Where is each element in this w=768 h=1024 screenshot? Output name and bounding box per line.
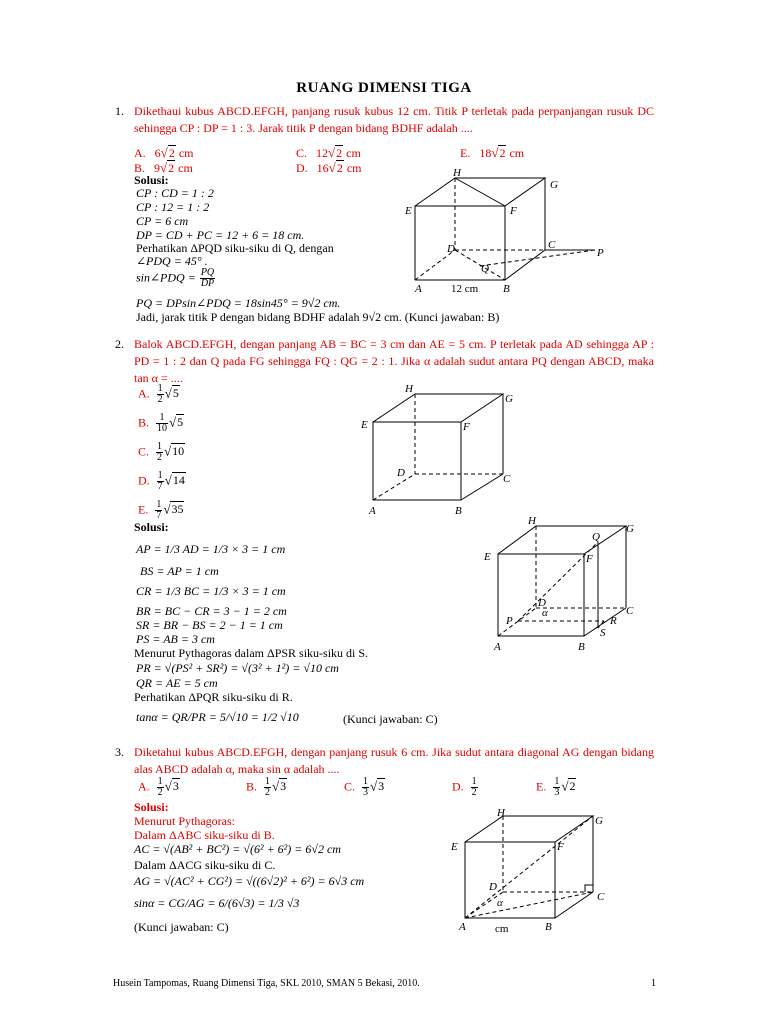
q3-cube-figure [445, 808, 625, 938]
q2-step-5: SR = BR − BS = 2 − 1 = 1 cm [136, 618, 283, 632]
q1-step-8: PQ = DPsin∠PDQ = 18sin45° = 9√2 cm. [136, 296, 341, 310]
svg-text:H: H [497, 808, 505, 819]
q2-step-2: BS = AP = 1 cm [140, 564, 219, 578]
q2-option-e: E. $\frac{1}{7}$ √35 [138, 499, 184, 521]
q3-step-1: Menurut Pythagoras: [134, 814, 235, 828]
q1-step-6: ∠PDQ = 45° . [136, 254, 208, 268]
q2-step-9: QR = AE = 5 cm [136, 676, 218, 690]
q1-fig-label-d: D [447, 243, 455, 255]
q3-step-5: AG = √(AC² + CG²) = √((6√2)² + 6²) = 6√3 cm [134, 874, 365, 888]
q2-step-7: Menurut Pythagoras dalam ΔPSR siku-siku di S. [134, 646, 369, 660]
q1-fig-label-q: Q [481, 263, 489, 275]
q1-fig-label-f: F [510, 205, 517, 217]
svg-text:B: B [578, 641, 585, 653]
q1-step-7: sin∠PDQ = $\frac{PQ}{DP}$ [136, 267, 215, 289]
svg-text:D: D [397, 467, 405, 479]
page-title: RUANG DIMENSI TIGA [296, 80, 472, 96]
svg-text:A: A [459, 921, 466, 933]
q3-option-a: A. $\frac{1}{2}$ √3 [138, 776, 179, 798]
q1-option-d: D. 16√2 cm [296, 160, 362, 175]
svg-text:B: B [545, 921, 552, 933]
q1-step-3: CP = 6 cm [136, 214, 189, 228]
q2-step-11: tanα = QR/PR = 5/√10 = 1/2 √10 [136, 710, 299, 724]
q3-step-4: Dalam ΔACG siku-siku di C. [134, 858, 276, 872]
q3-option-d: D. $\frac{1}{2}$ [452, 776, 477, 798]
q1-fig-label-e: E [405, 205, 412, 217]
svg-text:P: P [506, 615, 513, 627]
svg-text:C: C [503, 473, 511, 485]
q2-solution-figure [480, 514, 640, 654]
svg-text:D: D [538, 597, 546, 609]
q1-cube-figure [395, 168, 620, 298]
q2-step-6: PS = AB = 3 cm [136, 632, 215, 646]
svg-text:A: A [369, 505, 376, 517]
q1-fig-label-c: C [548, 239, 556, 251]
svg-text:α: α [542, 607, 548, 619]
q3-step-3: AC = √(AB² + BC²) = √(6² + 6²) = 6√2 cm [134, 842, 341, 856]
q3-solution-label: Solusi: [134, 800, 169, 814]
svg-text:E: E [451, 841, 458, 853]
q2-box-figure [355, 380, 525, 520]
q2-option-a: A. $\frac{1}{2}$ √5 [138, 383, 179, 405]
q3-option-e: E. $\frac{1}{3}$ √2 [536, 776, 576, 798]
q2-step-8: PR = √(PS² + SR²) = √(3² + 1²) = √10 cm [136, 661, 339, 675]
q3-answer-key: (Kunci jawaban: C) [134, 920, 229, 934]
svg-text:H: H [528, 515, 536, 527]
svg-text:G: G [626, 523, 634, 535]
q1-option-a: A. 6√2 cm [134, 145, 194, 160]
q2-answer-key: (Kunci jawaban: C) [343, 712, 438, 726]
svg-text:E: E [361, 419, 368, 431]
q2-step-10: Perhatikan ΔPQR siku-siku di R. [134, 690, 293, 704]
q2-solution-label: Solusi: [134, 520, 169, 534]
q1-step-4: DP = CD + PC = 12 + 6 = 18 cm. [136, 228, 305, 242]
svg-text:C: C [626, 605, 634, 617]
svg-text:Q: Q [592, 531, 600, 543]
svg-text:G: G [505, 393, 513, 405]
svg-text:B: B [455, 505, 462, 517]
svg-text:S: S [600, 627, 606, 639]
q2-step-1: AP = 1/3 AD = 1/3 × 3 = 1 cm [136, 542, 286, 556]
q2-option-c: C. $\frac{1}{2}$ √10 [138, 441, 185, 463]
svg-text:α: α [497, 897, 503, 909]
svg-text:F: F [463, 421, 470, 433]
q1-step-2: CP : 12 = 1 : 2 [136, 200, 210, 214]
q3-number: 3. [115, 745, 124, 759]
svg-text:H: H [405, 383, 413, 395]
q1-fig-label-length: 12 cm [451, 283, 479, 295]
q1-solution-label: Solusi: [134, 173, 169, 187]
q3-step-6: sinα = CG/AG = 6/(6√3) = 1/3 √3 [134, 896, 300, 910]
q1-conclusion: Jadi, jarak titik P dengan bidang BDHF adalah 9√2 cm. (Kunci jawaban: B) [136, 310, 500, 324]
q2-step-3: CR = 1/3 BC = 1/3 × 3 = 1 cm [136, 584, 286, 598]
q1-fig-label-g: G [550, 179, 558, 191]
svg-text:D: D [489, 881, 497, 893]
q1-step-1: CP : CD = 1 : 2 [136, 186, 214, 200]
q2-option-b: B. $\frac{1}{10}$ √5 [138, 412, 184, 434]
svg-text:C: C [597, 891, 605, 903]
q3-option-b: B. $\frac{1}{2}$ √3 [246, 776, 287, 798]
q2-text: Balok ABCD.EFGH, dengan panjang AB = BC = 3 cm dan AE = 5 cm. P terletak pada AD sehingga AP : PD = 1 : 2 dan Q pada FG sehingga FQ : QG = 2 : 1. Jika α adalah sudut antara PQ dengan ABCD, maka tan α = .... [134, 337, 654, 385]
q3-option-c: C. $\frac{1}{3}$ √3 [344, 776, 385, 798]
q1-text: Dikethaui kubus ABCD.EFGH, panjang rusuk kubus 12 cm. Titik P terletak pada perpanjangan rusuk DC sehingga CP : DP = 1 : 3. Jarak titik P dengan bidang BDHF adalah .... [134, 104, 654, 135]
footer-text: Husein Tampomas, Ruang Dimensi Tiga, SKL 2010, SMAN 5 Bekasi, 2010. [113, 978, 420, 989]
q1-fig-label-p: P [597, 247, 604, 259]
svg-text:F: F [557, 841, 564, 853]
q1-fig-label-a: A [415, 283, 422, 295]
q2-number: 2. [115, 337, 124, 351]
q1-fig-label-b: B [503, 283, 510, 295]
svg-text:E: E [484, 551, 491, 563]
q1-option-c: C. 12√2 cm [296, 145, 361, 160]
page-number: 1 [651, 978, 656, 989]
svg-text:A: A [494, 641, 501, 653]
q3-fig-label-length: cm [495, 923, 509, 935]
svg-text:R: R [610, 615, 617, 627]
q1-option-e: E. 18√2 cm [460, 145, 525, 160]
q1-option-b: B. 9√2 cm [134, 160, 193, 175]
q1-fig-label-h: H [453, 168, 461, 179]
svg-text:G: G [595, 815, 603, 827]
q2-option-d: D. $\frac{1}{7}$ √14 [138, 470, 185, 492]
q3-text: Diketahui kubus ABCD.EFGH, dengan panjang rusuk 6 cm. Jika sudut antara diagonal AG dengan bidang alas ABCD adalah α, maka sin α adalah .... [134, 745, 654, 776]
svg-text:F: F [586, 553, 593, 565]
q1-number: 1. [115, 104, 124, 118]
q3-step-2: Dalam ΔABC siku-siku di B. [134, 828, 275, 842]
q1-step-5: Perhatikan ΔPQD siku-siku di Q, dengan [136, 241, 334, 255]
q2-step-4: BR = BC − CR = 3 − 1 = 2 cm [136, 604, 287, 618]
